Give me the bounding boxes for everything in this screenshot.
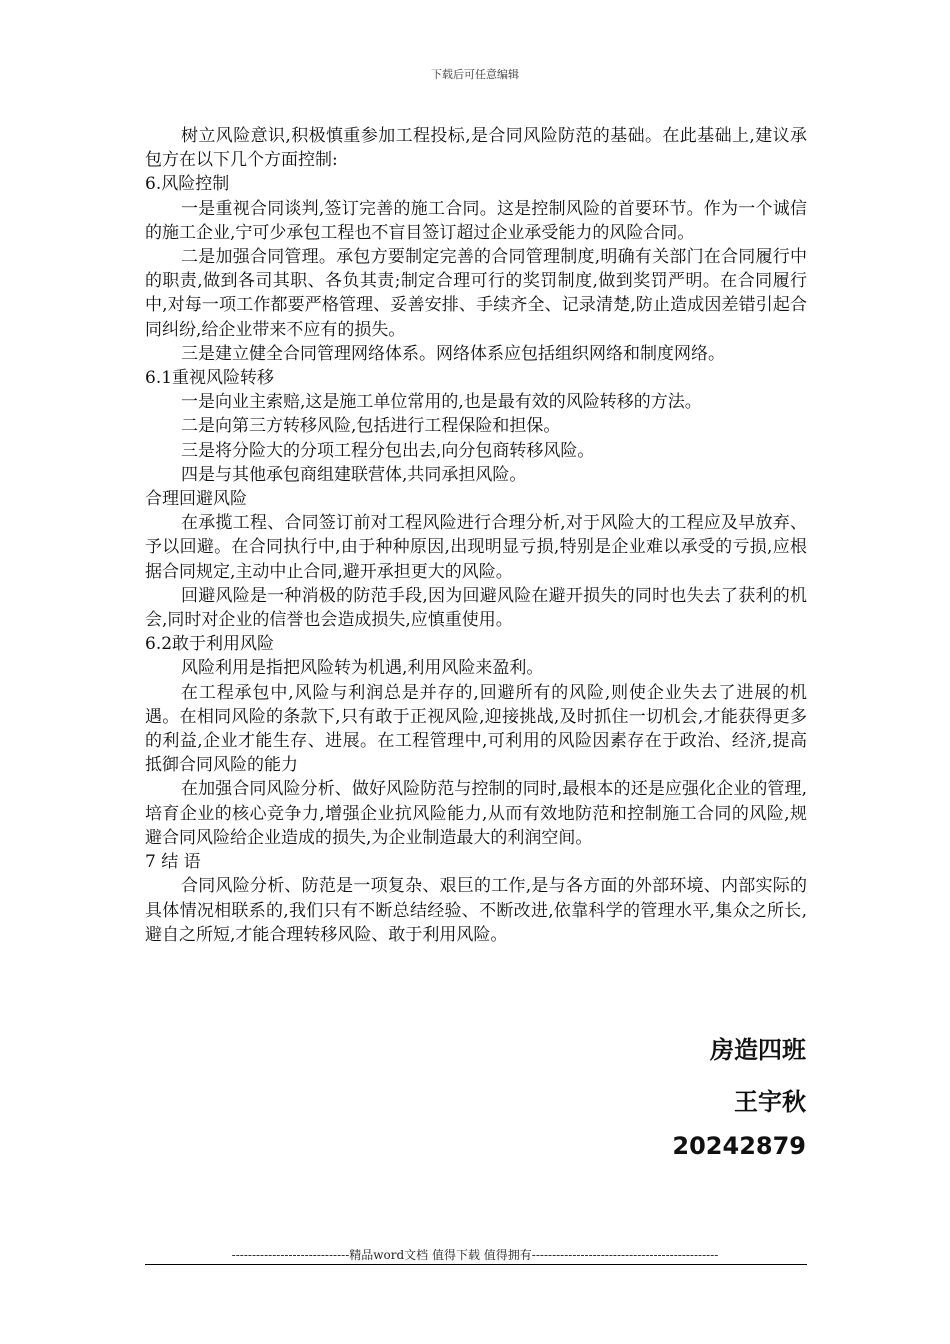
paragraph: 在加强合同风险分析、做好风险防范与控制的同时,最根本的还是应强化企业的管理,培育企业的核心竞争力,增强企业抗风险能力,从而有效地防范和控制施工合同的风险,规避合同风险给企业造成的损失,为企业制造最大的利润空间。 [145,779,807,848]
paragraph: 风险利用是指把风险转为机遇,利用风险来盈利。 [181,658,544,679]
signature-student-id: 20242879 [672,1132,806,1160]
paragraph: 树立风险意识,积极慎重参加工程投标,是合同风险防范的基础。在此基础上,建议承包方在以下几个方面控制: [145,126,807,171]
document-body [145,124,807,947]
page-header: 下载后可任意编辑 [431,68,519,81]
paragraph: 三是建立健全合同管理网络体系。网络体系应包括组织网络和制度网络。 [181,343,725,364]
paragraph: 在工程承包中,风险与利润总是并存的,回避所有的风险,则使企业失去了进展的机遇。在相同风险的条款下,只有敢于正视风险,迎接挑战,及时抓住一切机会,才能获得更多的利益,企业才能生存、进展。在工程管理中,可利用的风险因素存在于政治、经济,提高抵御合同风险的能力 [145,682,807,776]
paragraph: 一是重视合同谈判,签订完善的施工合同。这是控制风险的首要环节。作为一个诚信的施工企业,宁可少承包工程也不盲目签订超过企业承受能力的风险合同。 [145,198,807,243]
paragraph: 合同风险分析、防范是一项复杂、艰巨的工作,是与各方面的外部环境、内部实际的具体情况相联系的,我们只有不断总结经验、不断改进,依靠科学的管理水平,集众之所长,避自之所短,才能合理转移风险、敢于利用风险。 [145,876,807,945]
paragraph: 二是加强合同管理。承包方要制定完善的合同管理制度,明确有关部门在合同履行中的职责,做到各司其职、各负其责;制定合理可行的奖罚制度,做到奖罚严明。在合同履行中,对每一项工作都要严格管理、妥善安排、手续齐全、记录清楚,防止造成因差错引起合同纠纷,给企业带来不应有的损失。 [145,247,807,340]
paragraph: 四是与其他承包商组建联营体,共同承担风险。 [181,464,527,485]
section-heading: 6.2敢于利用风险 [145,634,275,655]
paragraph: 回避风险是一种消极的防范手段,因为回避风险在避开损失的同时也失去了获利的机会,同时对企业的信誉也会造成损失,应慎重使用。 [145,585,807,631]
signature-name: 王宇秋 [734,1088,806,1116]
paragraph: 三是将分险大的分项工程分包出去,向分包商转移风险。 [181,440,595,461]
section-heading: 7 结 语 [145,852,201,873]
section-heading: 合理回避风险 [145,489,247,510]
section-heading: 6.风险控制 [145,174,230,195]
page-footer: -----------------------------精品word文档 值得下载 值得拥有---------------------------------------------- [231,1248,719,1262]
paragraph: 一是向业主索赔,这是施工单位常用的,也是最有效的风险转移的方法。 [181,392,702,413]
paragraph: 二是向第三方转移风险,包括进行工程保险和担保。 [181,416,561,437]
paragraph: 在承揽工程、合同签订前对工程风险进行合理分析,对于风险大的工程应及早放弃、予以回避。在合同执行中,由于种种原因,出现明显亏损,特别是企业难以承受的亏损,应根据合同规定,主动中止合同,避开承担更大的风险。 [145,513,807,582]
section-heading: 6.1重视风险转移 [145,368,275,389]
footer-rule [145,1264,807,1265]
signature-class: 房造四班 [710,1036,806,1064]
